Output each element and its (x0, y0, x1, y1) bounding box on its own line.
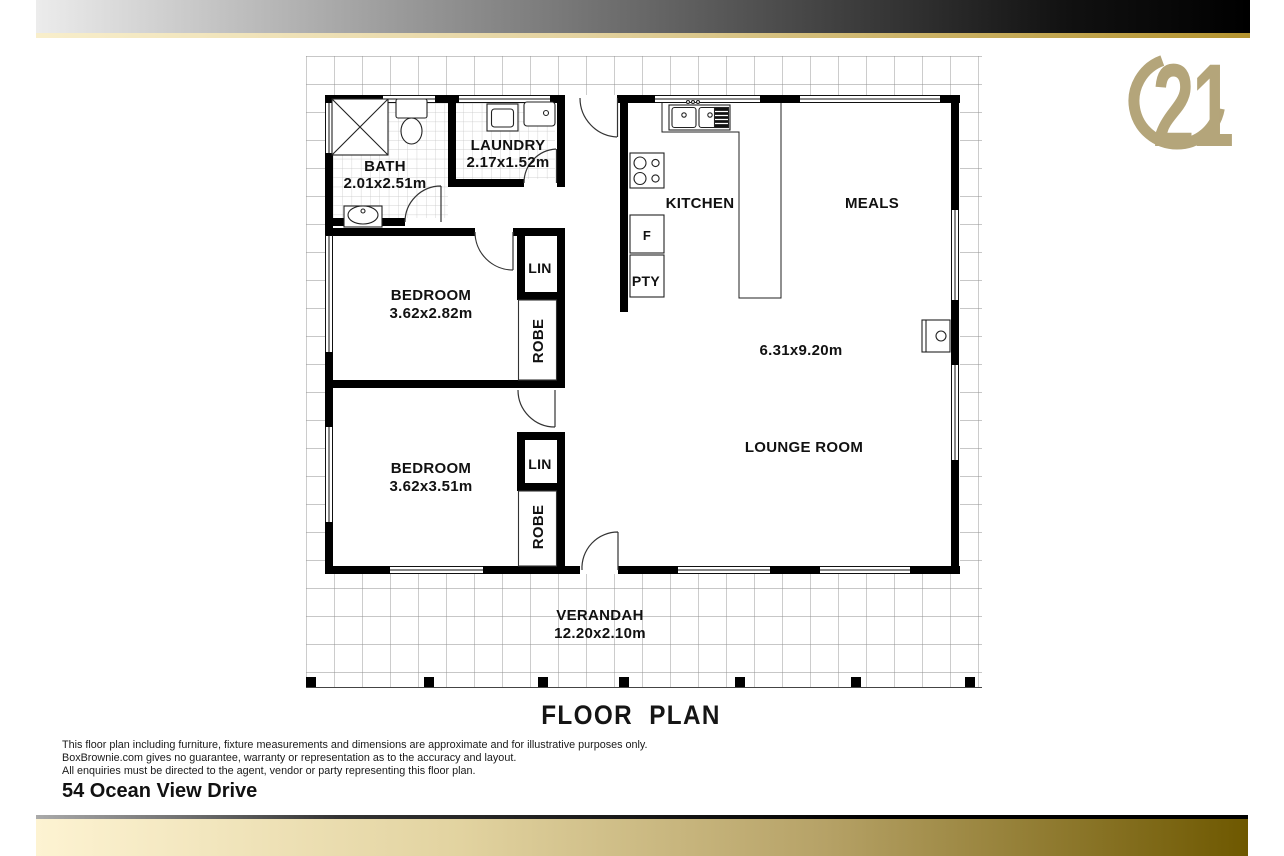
verandah-dims: 12.20x2.10m (554, 625, 646, 642)
meals-label: MEALS (845, 195, 899, 212)
footer-gold-bar (36, 819, 1248, 856)
kitchen-label: KITCHEN (665, 195, 735, 212)
property-address: 54 Ocean View Drive (62, 780, 258, 802)
disclaimer-line-1: This floor plan including furniture, fixture measurements and dimensions are approximate and for illustrative purposes only. (62, 739, 648, 751)
verandah-label: VERANDAH (556, 607, 644, 624)
laundry-label: LAUNDRY (470, 137, 546, 154)
floor-plan-title: FLOOR PLAN (541, 700, 721, 730)
living-dims: 6.31x9.20m (759, 342, 843, 359)
cooktop-icon (630, 153, 664, 188)
washing-machine-icon (487, 104, 518, 131)
bath-dims: 2.01x2.51m (343, 175, 427, 192)
laundry-dims: 2.17x1.52m (466, 154, 550, 171)
kitchen-sink-icon (669, 101, 730, 131)
robe1-label: ROBE (530, 318, 547, 364)
bedroom1-label: BEDROOM (390, 287, 472, 304)
lounge-label: LOUNGE ROOM (744, 439, 864, 456)
fridge-label: F (642, 228, 652, 243)
robe2-label: ROBE (530, 504, 547, 550)
logo-number: 21 (1152, 38, 1232, 165)
bedroom1-dims: 3.62x2.82m (389, 305, 473, 322)
pantry-label: PTY (631, 273, 661, 289)
bedroom2-label: BEDROOM (390, 460, 472, 477)
basin-icon (344, 206, 382, 227)
disclaimer-line-3: All enquiries must be directed to the agent, vendor or party representing this floor plan. (62, 765, 476, 778)
disclaimer-text (62, 739, 648, 779)
shower-icon (332, 99, 388, 155)
bath-label: BATH (364, 158, 406, 175)
linen1-label: LIN (528, 260, 552, 276)
laundry-tub-icon (524, 102, 555, 126)
disclaimer-line-2: BoxBrownie.com gives no guarantee, warranty or representation as to the accuracy and layout. (62, 752, 517, 765)
bedroom2-dims: 3.62x3.51m (389, 478, 473, 495)
linen2-label: LIN (528, 456, 552, 472)
hot-water-unit-icon (922, 320, 950, 352)
